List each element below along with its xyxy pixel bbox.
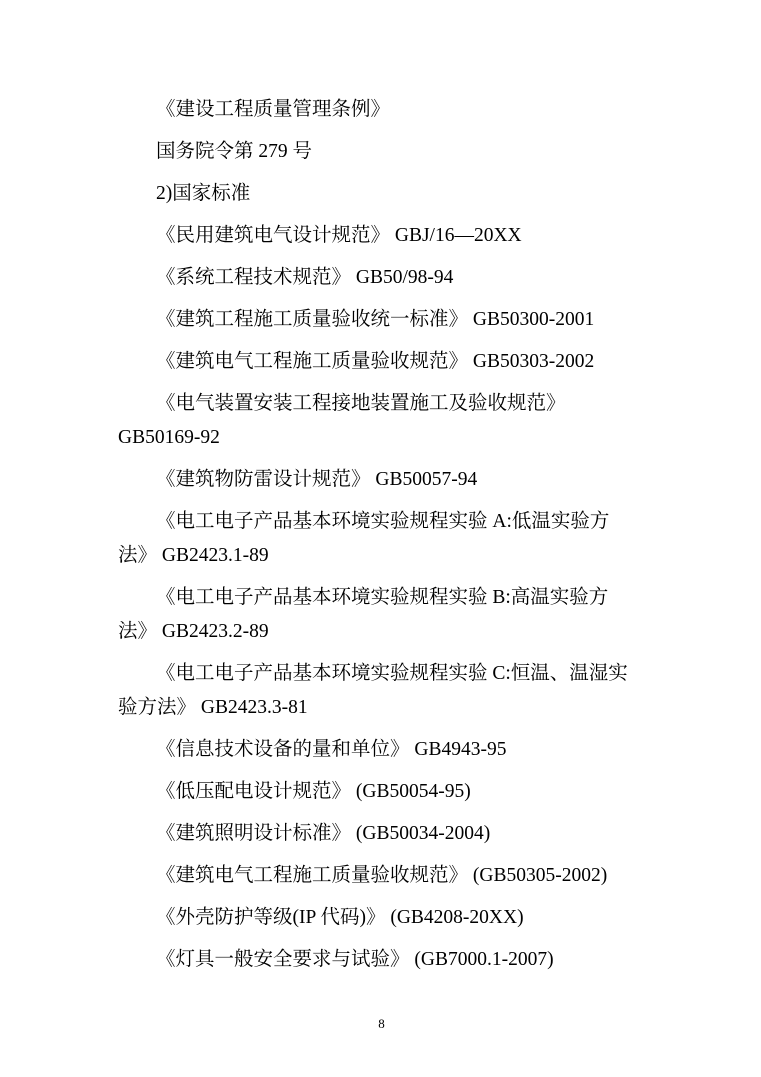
paragraph-standard: 《建筑电气工程施工质量验收规范》 GB50303-2002	[156, 351, 595, 372]
paragraph-standard: 《外壳防护等级(IP 代码)》 (GB4208-20XX)	[156, 907, 524, 928]
document-body	[118, 93, 645, 985]
paragraph-regulation-title: 《建设工程质量管理条例》	[156, 99, 391, 120]
paragraph-standard: 《低压配电设计规范》 (GB50054-95)	[156, 781, 471, 802]
paragraph-standard: 《信息技术设备的量和单位》 GB4943-95	[156, 739, 507, 760]
paragraph-standard: 《电工电子产品基本环境实验规程实验 C:恒温、温湿实验方法》 GB2423.3-81	[118, 663, 628, 718]
paragraph-standard: 《建筑工程施工质量验收统一标准》 GB50300-2001	[156, 309, 595, 330]
paragraph-standard: 《电气装置安装工程接地装置施工及验收规范》 GB50169-92	[118, 393, 566, 448]
paragraph-standard: 《建筑电气工程施工质量验收规范》 (GB50305-2002)	[156, 865, 608, 886]
paragraph-standard: 《建筑照明设计标准》 (GB50034-2004)	[156, 823, 491, 844]
paragraph-standard: 《灯具一般安全要求与试验》 (GB7000.1-2007)	[156, 949, 554, 970]
paragraph-standard: 《民用建筑电气设计规范》 GBJ/16—20XX	[156, 225, 522, 246]
paragraph-standard: 《电工电子产品基本环境实验规程实验 A:低温实验方法》 GB2423.1-89	[118, 511, 610, 566]
paragraph-section-heading: 2)国家标准	[156, 183, 251, 204]
paragraph-standard: 《建筑物防雷设计规范》 GB50057-94	[156, 469, 478, 490]
paragraph-decree-number: 国务院令第 279 号	[156, 141, 313, 162]
paragraph-standard: 《系统工程技术规范》 GB50/98-94	[156, 267, 454, 288]
page-number: 8	[378, 1016, 385, 1031]
paragraph-standard: 《电工电子产品基本环境实验规程实验 B:高温实验方法》 GB2423.2-89	[118, 587, 609, 642]
